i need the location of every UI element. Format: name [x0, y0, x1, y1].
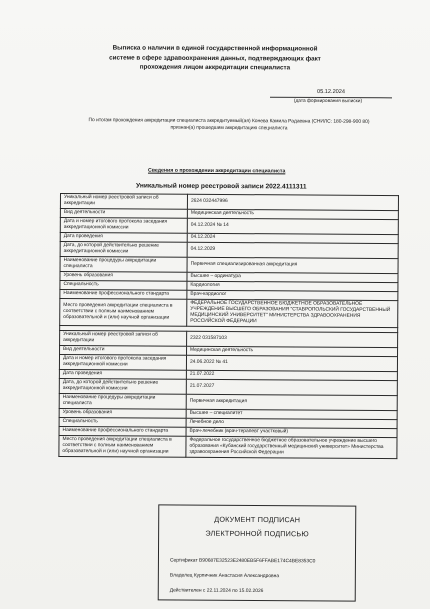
stamp-owner: Владелец Курпичник Анастасия Александровна: [169, 573, 280, 580]
field-value: 21.07.2022: [186, 370, 397, 380]
stamp-title-line2: ЭЛЕКТРОННОЙ ПОДПИСЬЮ: [205, 528, 309, 539]
accreditation-table-body: [59, 194, 399, 459]
field-value: Медицинская деятельность: [187, 346, 398, 356]
field-value: 04.12.2029: [187, 242, 398, 258]
field-label: Наименование профессионального стандарта: [60, 290, 187, 300]
field-label: Дата, до которой действительно решение аккредитационной комиссии: [60, 242, 187, 258]
document-title: [40, 43, 390, 74]
table-row: [59, 435, 397, 458]
field-value: Лечебное дело: [186, 418, 397, 428]
field-label: Уникальный номер реестровой записи об аккредитации: [60, 194, 187, 210]
field-label: Специальность: [60, 281, 187, 291]
stamp-title-line1: ДОКУМЕНТ ПОДПИСАН: [214, 514, 301, 525]
stamp-validity: Действителен с 22.11.2024 по 15.02.2026: [169, 588, 264, 595]
field-value: Первичная аккредитация: [186, 394, 397, 410]
field-label: Наименование процедуры аккредитации специалиста: [59, 393, 186, 409]
table-row: [60, 299, 398, 328]
field-value: Врач-лечебник (врач-терапевт участковый): [186, 427, 397, 437]
field-label: Место проведения аккредитации специалиста в соответствии с полным наименованием образовательной и (или) научной организации: [59, 435, 186, 457]
issue-date-caption: (дата формирования выписки): [293, 98, 363, 105]
field-label: Дата, до которой действительно решение аккредитационной комиссии: [59, 378, 186, 394]
field-label: Уровень образования: [59, 408, 186, 418]
field-value: Врач-кардиолог: [187, 290, 398, 300]
stamp-certificate: Сертификат B90687E32523E2480EB5F6FFABE174C4BE8353C0: [169, 558, 316, 565]
field-value: Медицинская деятельность: [187, 209, 398, 219]
field-value: ФЕДЕРАЛЬНОЕ ГОСУДАРСТВЕННОЕ БЮДЖЕТНОЕ ОБРАЗОВАТЕЛЬНОЕ УЧРЕЖДЕНИЕ ВЫСШЕГО ОБРАЗОВАНИЯ "СТАВРОПОЛЬСКИЙ ГОСУДАРСТВЕННЫЙ МЕДИЦИНСКИЙ УНИВЕРСИТЕТ" МИНИСТЕРСТВА ЗДРАВООХРАНЕНИЯ РОССИЙСКОЙ ФЕДЕРАЦИИ: [187, 299, 398, 327]
field-label: Место проведения аккредитации специалиста в соответствии с полным наименованием образовательной и (или) научной организации: [60, 299, 187, 327]
field-label: Дата и номер итогового протокола заседания аккредитационной комиссии: [59, 355, 186, 371]
field-value: 04.12.2024: [187, 233, 398, 243]
electronic-signature-stamp: [158, 504, 357, 601]
field-label: Дата и номер итогового протокола заседания аккредитационной комиссии: [60, 218, 187, 234]
field-value: Федеральное государственное бюджетное образовательное учреждение высшего образования «Кубанский государственный медицинский университет» Министерства здравоохранения Российской Федерации: [186, 436, 397, 458]
field-label: Дата проведения: [59, 369, 186, 379]
field-value: 2624 032447996: [187, 194, 398, 210]
field-value: Первичная специализированная аккредитация: [187, 257, 398, 273]
field-value: 21.07.2027: [186, 379, 397, 395]
title-line: Выписка о наличии в единой государственной информационной: [112, 44, 318, 53]
section-title: Сведения о прохождении аккредитации специалиста: [147, 167, 286, 175]
field-value: Высшее – ординатура: [187, 272, 398, 282]
issue-date-block: [258, 89, 398, 106]
result-line: признан(а) прошедшим аккредитацию специалиста: [170, 125, 288, 132]
accreditation-table-wrap: [58, 193, 399, 459]
field-label: Дата проведения: [60, 233, 187, 243]
field-label: Вид деятельности: [60, 209, 187, 219]
accreditation-table: [58, 193, 399, 459]
field-label: Вид деятельности: [60, 346, 187, 356]
field-label: Наименование процедуры аккредитации специалиста: [60, 257, 187, 273]
field-label: Уровень образования: [60, 272, 187, 282]
field-value: Кардиология: [187, 281, 398, 291]
field-value: 04.12.2024 № 14: [187, 218, 398, 234]
accreditation-result: [64, 117, 394, 133]
field-value: Высшее – специалитет: [186, 409, 397, 419]
result-line: По итогам прохождения аккредитации специалиста аккредитуемый(ая) Конева Камила Радаевна (СНИЛС: 180-298-900 80): [88, 118, 370, 125]
field-label: Уникальный номер реестровой записи об аккредитации: [60, 331, 187, 347]
title-line: прохождения лицом аккредитации специалиста: [139, 63, 291, 72]
field-label: Специальность: [59, 417, 186, 427]
field-value: 2322 031587103: [187, 331, 398, 347]
issue-date: 05.12.2024: [270, 89, 392, 99]
field-label: Наименование профессионального стандарта: [59, 426, 186, 436]
registry-number: Уникальный номер реестровой записи 2022.4111311: [135, 182, 307, 191]
title-line: системе в сфере здравоохранения данных, подтверждающих факт: [109, 54, 321, 63]
field-value: 24.06.2022 № 41: [186, 355, 397, 371]
